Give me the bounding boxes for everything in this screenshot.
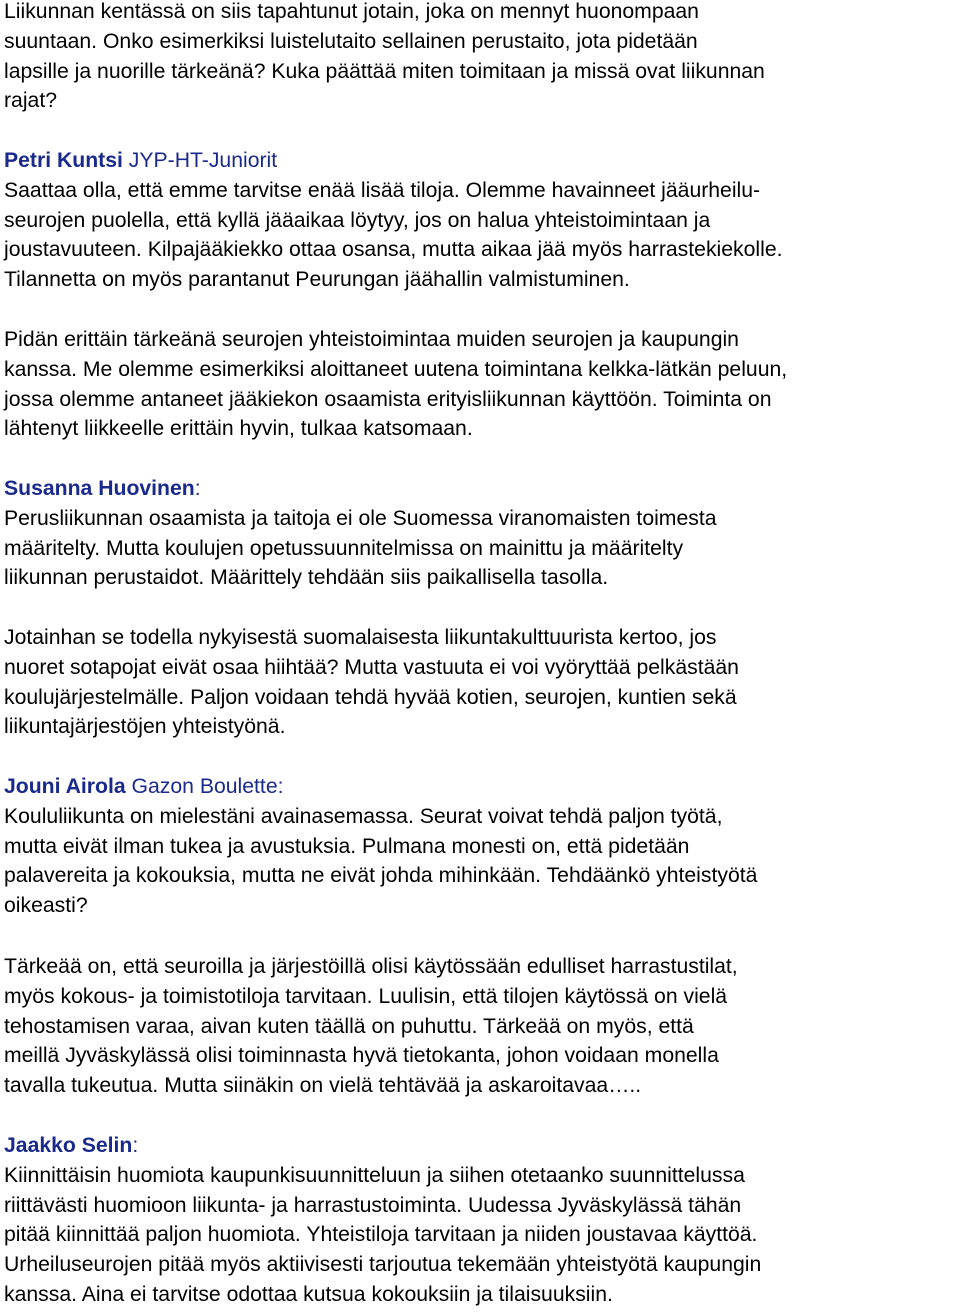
text-line: seurojen puolella, että kyllä jääaikaa löytyy, jos on halua yhteistoimintaan ja xyxy=(4,208,711,232)
speaker-heading xyxy=(4,146,954,176)
text-line: määritelty. Mutta koulujen opetussuunnitelmissa on mainittu ja määritelty xyxy=(4,536,684,560)
text-line: lapsille ja nuorille tärkeänä? Kuka päättää miten toimitaan ja missä ovat liikunnan xyxy=(4,59,765,83)
text-line: Jotainhan se todella nykyisestä suomalaisesta liikuntakulttuurista kertoo, jos xyxy=(4,626,717,649)
text-line: kanssa. Aina ei tarvitse odottaa kutsua kokouksiin ja tilaisuuksiin. xyxy=(4,1282,613,1306)
text-line: lähtenyt liikkeelle erittäin hyvin, tulkaa katsomaan. xyxy=(4,417,473,441)
text-line: palavereita ja kokouksia, mutta ne eivät johda mihinkään. Tehdäänkö yhteistyötä xyxy=(4,864,758,888)
text-line: koulujärjestelmälle. Paljon voidaan tehdä hyvää kotien, seurojen, kuntien sekä xyxy=(4,685,737,709)
text-line: liikuntajärjestöjen yhteistyönä. xyxy=(4,715,286,739)
text-line: meillä Jyväskylässä olisi toiminnasta hyvä tietokanta, johon voidaan monella xyxy=(4,1044,719,1068)
text-line: mutta eivät ilman tukea ja avustuksia. Pulmana monesti on, että pidetään xyxy=(4,834,690,858)
speaker-name: Jouni Airola xyxy=(4,775,126,798)
text-line: joustavuuteen. Kilpajääkiekko ottaa osansa, mutta aikaa jää myös harrastekiekolle. xyxy=(4,238,783,262)
text-line: rajat? xyxy=(4,89,57,113)
text-line: Saattaa olla, että emme tarvitse enää lisää tiloja. Olemme havainneet jääurheilu- xyxy=(4,178,761,202)
text-line: jossa olemme antaneet jääkiekon osaamista erityisliikunnan käyttöön. Toiminta on xyxy=(4,387,772,411)
text-line: tehostamisen varaa, aivan kuten täällä on puhuttu. Tärkeää on myös, että xyxy=(4,1014,694,1038)
text-line: Tilannetta on myös parantanut Peurungan jäähallin valmistuminen. xyxy=(4,268,630,292)
text-line: Kiinnittäisin huomiota kaupunkisuunnitteluun ja siihen otetaanko suunnittelussa xyxy=(4,1163,745,1187)
text-line: Urheiluseurojen pitää myös aktiivisesti tarjoutua tekemään yhteistyötä kaupungin xyxy=(4,1253,762,1277)
paragraph-1 xyxy=(4,0,954,116)
text-line: Koululiikunta on mielestäni avainasemassa. Seurat voivat tehdä paljon työtä, xyxy=(4,804,723,828)
speaker-organization: JYP-HT-Juniorit xyxy=(122,149,278,172)
speaker-heading xyxy=(4,772,954,802)
statement-jouni-airola xyxy=(4,772,954,921)
text-line: pitää kiinnittää paljon huomiota. Yhteistiloja tarvitaan ja niiden joustavaa käyttöä. xyxy=(4,1223,758,1247)
paragraph-3 xyxy=(4,325,954,444)
text-line: liikunnan perustaidot. Määrittely tehdään siis paikallisella tasolla. xyxy=(4,566,609,590)
text-line: myös kokous- ja toimistotiloja tarvitaan. Luulisin, että tilojen käytössä on vielä xyxy=(4,984,728,1008)
paragraph-5 xyxy=(4,623,954,742)
speaker-name: Susanna Huovinen xyxy=(4,477,195,500)
speaker-organization: : xyxy=(132,1134,139,1157)
text-line: tavalla tukeutua. Mutta siinäkin on vielä tehtävää ja askaroitavaa….. xyxy=(4,1074,642,1098)
statement-petri-kuntsi xyxy=(4,146,954,295)
text-line: Pidän erittäin tärkeänä seurojen yhteistoimintaa muiden seurojen ja kaupungin xyxy=(4,328,739,351)
text-line: suuntaan. Onko esimerkiksi luistelutaito sellainen perustaito, jota pidetään xyxy=(4,29,698,53)
statement-susanna-huovinen xyxy=(4,474,954,593)
paragraph-7 xyxy=(4,952,954,1101)
text-line: riittävästi huomioon liikunta- ja harrastustoiminta. Uudessa Jyväskylässä tähän xyxy=(4,1193,742,1217)
speaker-heading xyxy=(4,474,954,504)
text-line: kanssa. Me olemme esimerkiksi aloittaneet uutena toimintana kelkka-lätkän peluun, xyxy=(4,357,788,381)
text-line: Liikunnan kentässä on siis tapahtunut jotain, joka on mennyt huonompaan xyxy=(4,0,699,23)
statement-jaakko-selin xyxy=(4,1131,954,1310)
speaker-organization: : xyxy=(194,477,201,500)
speaker-organization: Gazon Boulette: xyxy=(125,775,284,798)
speaker-heading xyxy=(4,1131,954,1161)
text-line: Perusliikunnan osaamista ja taitoja ei ole Suomessa viranomaisten toimesta xyxy=(4,506,717,530)
text-line: Tärkeää on, että seuroilla ja järjestöillä olisi käytössään edulliset harrastustilat, xyxy=(4,955,738,978)
speaker-name: Petri Kuntsi xyxy=(4,149,123,172)
text-line: nuoret sotapojat eivät osaa hiihtää? Mutta vastuuta ei voi vyöryttää pelkästään xyxy=(4,655,739,679)
speaker-name: Jaakko Selin xyxy=(4,1134,133,1157)
text-line: oikeasti? xyxy=(4,894,88,918)
